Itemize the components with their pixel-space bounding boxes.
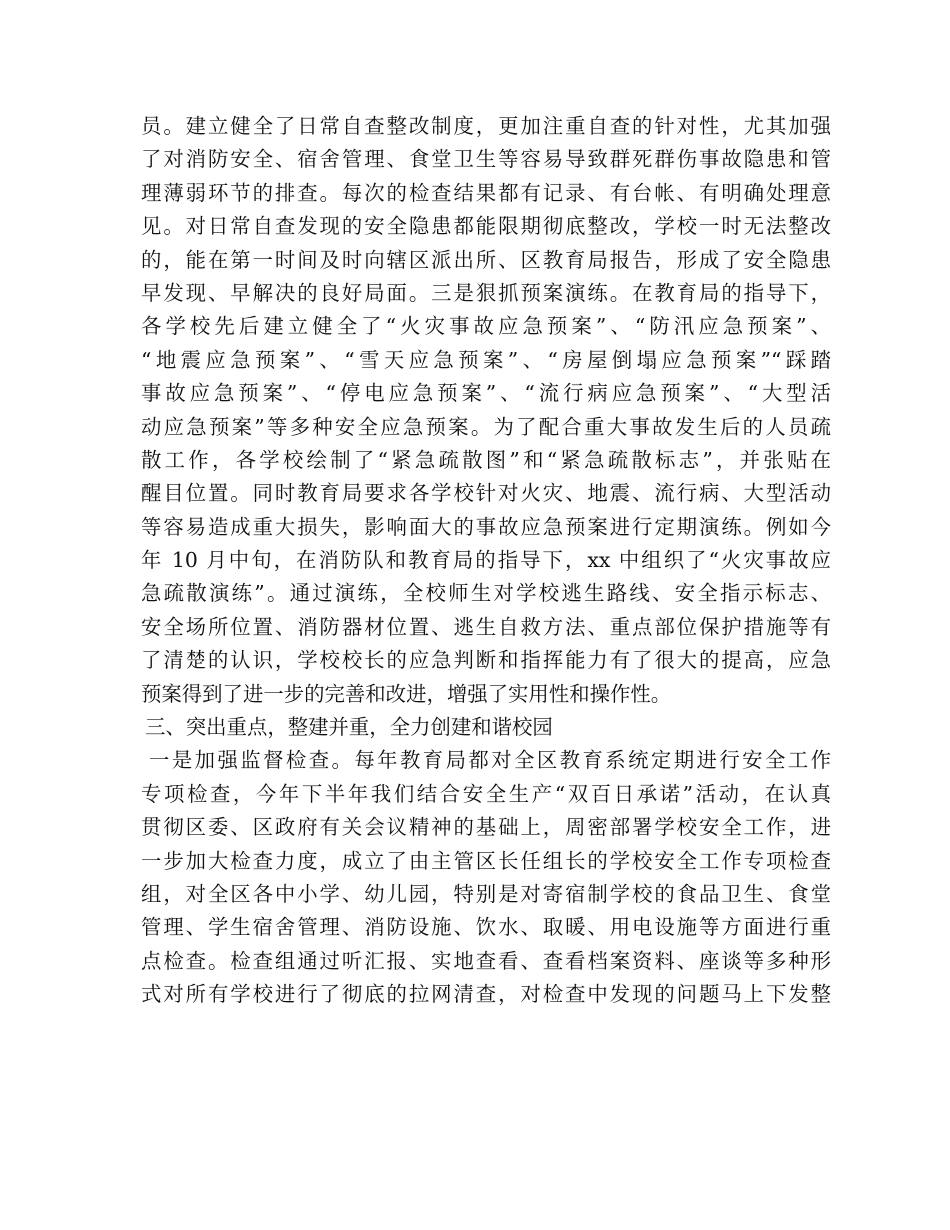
section-heading: 三、突出重点，整建并重，全力创建和谐校园 xyxy=(145,715,553,740)
text-line: 的，能在第一时间及时向辖区派出所、区教育局报告，形成了安全隐患 xyxy=(141,247,831,272)
text-line: 一步加大检查力度，成立了由主管区长任组长的学校安全工作专项检查 xyxy=(141,848,831,873)
text-line: 预案得到了进一步的完善和改进，增强了实用性和操作性。 xyxy=(141,681,672,706)
text-line: 等容易造成重大损失，影响面大的事故应急预案进行定期演练。例如今 xyxy=(141,514,831,539)
text-line: 散工作，各学校绘制了“紧急疏散图”和“紧急疏散标志”，并张贴在 xyxy=(141,447,831,472)
text-line: 式对所有学校进行了彻底的拉网清查，对检查中发现的问题马上下发整 xyxy=(141,982,831,1007)
text-line: 组，对全区各中小学、幼儿园，特别是对寄宿制学校的食品卫生、食堂 xyxy=(141,881,831,906)
text-line: 动应急预案”等多种安全应急预案。为了配合重大事故发生后的人员疏 xyxy=(141,414,831,439)
document-body xyxy=(141,110,831,1012)
text-line: 点检查。检查组通过听汇报、实地查看、查看档案资料、座谈等多种形 xyxy=(141,948,831,973)
text-line: 年 10 月中旬，在消防队和教育局的指导下，xx 中组织了“火灾事故应 xyxy=(141,548,831,573)
text-line: 醒目位置。同时教育局要求各学校针对火灾、地震、流行病、大型活动 xyxy=(141,481,831,506)
text-line: 专项检查，今年下半年我们结合安全生产“双百日承诺”活动，在认真 xyxy=(141,781,831,806)
text-line: 了清楚的认识，学校校长的应急判断和指挥能力有了很大的提高，应急 xyxy=(141,648,831,673)
text-line: 安全场所位置、消防器材位置、逃生自救方法、重点部位保护措施等有 xyxy=(141,614,831,639)
text-line: “地震应急预案”、“雪天应急预案”、“房屋倒塌应急预案”“踩踏 xyxy=(141,347,831,372)
text-line: 了对消防安全、宿舍管理、食堂卫生等容易导致群死群伤事故隐患和管 xyxy=(141,147,831,172)
text-line: 理薄弱环节的排查。每次的检查结果都有记录、有台帐、有明确处理意 xyxy=(141,180,831,205)
text-line: 员。建立健全了日常自查整改制度，更加注重自查的针对性，尤其加强 xyxy=(141,114,831,138)
text-line: 管理、学生宿舍管理、消防设施、饮水、取暖、用电设施等方面进行重 xyxy=(141,915,831,940)
text-line: 各学校先后建立健全了“火灾事故应急预案”、“防汛应急预案”、 xyxy=(141,314,831,339)
text-line: 早发现、早解决的良好局面。三是狠抓预案演练。在教育局的指导下， xyxy=(141,280,831,305)
text-line: 见。对日常自查发现的安全隐患都能限期彻底整改，学校一时无法整改 xyxy=(141,214,831,239)
text-line: 一是加强监督检查。每年教育局都对全区教育系统定期进行安全工作 xyxy=(149,748,831,773)
text-line: 事故应急预案”、“停电应急预案”、“流行病应急预案”、“大型活 xyxy=(141,381,831,406)
text-line: 贯彻区委、区政府有关会议精神的基础上，周密部署学校安全工作，进 xyxy=(141,815,831,840)
text-line: 急疏散演练”。通过演练，全校师生对学校逃生路线、安全指示标志、 xyxy=(141,581,831,606)
